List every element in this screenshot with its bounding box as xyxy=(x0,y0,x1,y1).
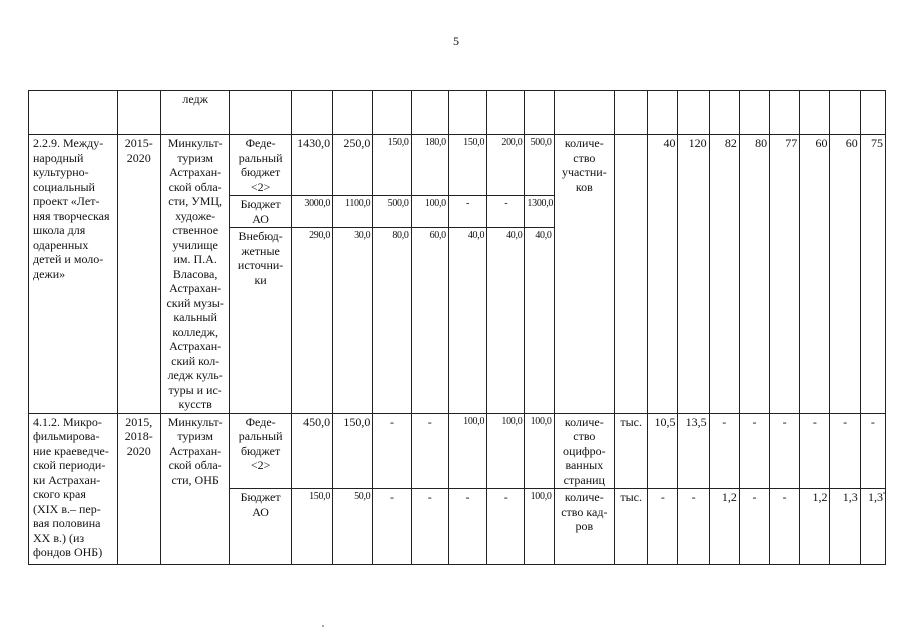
scan-speck xyxy=(322,625,324,627)
funding-value-cell: 40,0 xyxy=(487,228,525,413)
indicator-value-cell: - xyxy=(860,413,885,489)
funding-source-cell: Бюджет АО xyxy=(230,196,291,228)
indicator-value-cell: - xyxy=(678,489,709,565)
indicator-value-cell: - xyxy=(648,489,678,565)
indicator-value-cell: 60 xyxy=(800,135,830,414)
indicator-name-cell: количе- ство оцифро- ванных страниц xyxy=(554,413,614,489)
indicator-value-cell: 1,3 xyxy=(830,489,860,565)
funding-value-cell: - xyxy=(373,489,411,565)
funding-value-cell: 3000,0 xyxy=(291,196,332,228)
funding-value-cell: 1300,0 xyxy=(525,196,554,228)
funding-value-cell: - xyxy=(487,489,525,565)
funding-value-cell: 500,0 xyxy=(525,135,554,196)
funding-value-cell: 1430,0 xyxy=(291,135,332,196)
funding-value-cell: 290,0 xyxy=(291,228,332,413)
period-cell: 2015, 2018- 2020 xyxy=(117,413,160,565)
program-name-cell: 4.1.2. Микро- фильмирова- ние краеведче- ской периоди- ки Астрахан- ского края (XIX в.– пер- вая половина XX в.) (из фондов ОНБ) xyxy=(29,413,118,565)
funding-value-cell: 100,0 xyxy=(411,196,448,228)
indicator-value-cell: - xyxy=(800,413,830,489)
funding-value-cell: 150,0 xyxy=(448,135,486,196)
funding-value-cell: - xyxy=(411,413,448,489)
funding-value-cell: 500,0 xyxy=(373,196,411,228)
funding-value-cell: 40,0 xyxy=(525,228,554,413)
funding-source-cell: Бюджет АО xyxy=(230,489,291,565)
period-cell: 2015- 2020 xyxy=(117,135,160,414)
indicator-value-cell: - xyxy=(739,489,769,565)
funding-value-cell: 180,0 xyxy=(411,135,448,196)
indicator-value-cell: - xyxy=(739,413,769,489)
indicator-value-cell: 1,2 xyxy=(709,489,739,565)
funding-value-cell: 150,0 xyxy=(373,135,411,196)
funding-value-cell: 50,0 xyxy=(333,489,373,565)
program-table xyxy=(28,90,886,565)
funding-value-cell: - xyxy=(411,489,448,565)
indicator-value-cell: 75 xyxy=(860,135,885,414)
program-name-cell: 2.2.9. Между- народный культурно- социальный проект «Лет- няя творческая школа для одаренных детей и моло- дежи» xyxy=(29,135,118,414)
indicator-value-cell: 60 xyxy=(830,135,860,414)
funding-source-cell: Феде- ральный бюджет <2> xyxy=(230,413,291,489)
funding-value-cell: 450,0 xyxy=(291,413,332,489)
funding-value-cell: 100,0 xyxy=(525,413,554,489)
indicator-unit-cell: тыс. xyxy=(615,413,648,489)
funding-value-cell: 200,0 xyxy=(487,135,525,196)
indicator-value-cell: 77 xyxy=(770,135,800,414)
funding-source-cell: Внебюд- жетные источни- ки xyxy=(230,228,291,413)
indicator-name-cell: количе- ство участни- ков xyxy=(554,135,614,414)
indicator-unit-cell xyxy=(615,135,648,414)
funding-value-cell: - xyxy=(487,196,525,228)
funding-value-cell: 100,0 xyxy=(487,413,525,489)
indicator-value-cell: 120 xyxy=(678,135,709,414)
indicator-value-cell: - xyxy=(830,413,860,489)
executor-cell: Минкульт- туризм Астрахан- ской обла- сти, УМЦ, художе- ственное училище им. П.А. Власова, Астрахан- ский музы- кальный колледж, Астрахан- ский кол- ледж куль- туры и ис- кусств xyxy=(160,135,229,414)
indicator-value-cell: 80 xyxy=(739,135,769,414)
indicator-value-cell: 1,3 xyxy=(860,489,885,565)
indicator-value-cell: - xyxy=(770,413,800,489)
funding-value-cell: 80,0 xyxy=(373,228,411,413)
indicator-value-cell: 10,5 xyxy=(648,413,678,489)
indicator-value-cell: 82 xyxy=(709,135,739,414)
funding-value-cell: 30,0 xyxy=(333,228,373,413)
funding-source-cell: Феде- ральный бюджет <2> xyxy=(230,135,291,196)
funding-value-cell: - xyxy=(448,196,486,228)
indicator-value-cell: 13,5 xyxy=(678,413,709,489)
funding-value-cell: 100,0 xyxy=(525,489,554,565)
indicator-value-cell: - xyxy=(709,413,739,489)
executor-cell: ледж xyxy=(160,91,229,135)
indicator-name-cell: количе- ство кад- ров xyxy=(554,489,614,565)
funding-value-cell: 150,0 xyxy=(291,489,332,565)
funding-value-cell: 250,0 xyxy=(333,135,373,196)
funding-value-cell: 60,0 xyxy=(411,228,448,413)
funding-value-cell: - xyxy=(448,489,486,565)
indicator-value-cell: 40 xyxy=(648,135,678,414)
funding-value-cell: 40,0 xyxy=(448,228,486,413)
funding-value-cell: 150,0 xyxy=(333,413,373,489)
table-row xyxy=(29,91,886,135)
indicator-value-cell: - xyxy=(770,489,800,565)
funding-value-cell: 1100,0 xyxy=(333,196,373,228)
indicator-unit-cell: тыс. xyxy=(615,489,648,565)
executor-cell: Минкульт- туризм Астрахан- ской обла- сти, ОНБ xyxy=(160,413,229,565)
table-row xyxy=(29,413,886,489)
page-number: 5 xyxy=(453,34,459,48)
funding-value-cell: - xyxy=(373,413,411,489)
funding-value-cell: 100,0 xyxy=(448,413,486,489)
indicator-value-cell: 1,2 xyxy=(800,489,830,565)
scan-speck xyxy=(883,492,885,494)
table-row xyxy=(29,135,886,196)
